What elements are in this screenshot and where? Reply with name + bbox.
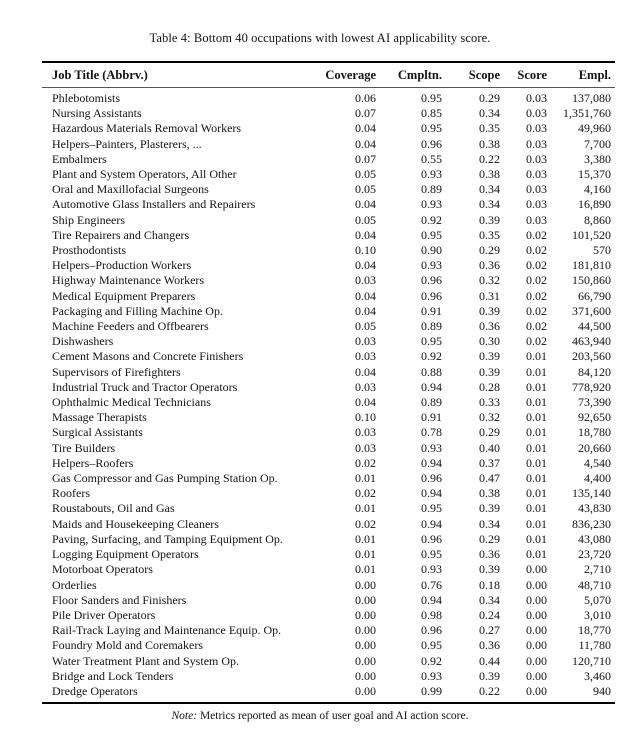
value-cell: 0.95 xyxy=(421,227,442,242)
table-row xyxy=(42,243,615,258)
job-title-cell: Maids and Housekeeping Cleaners xyxy=(52,516,219,531)
column-header: Coverage xyxy=(322,62,376,88)
column-header: Empl. xyxy=(547,62,615,88)
table-row xyxy=(42,182,615,197)
value-cell: 0.10 xyxy=(355,410,376,425)
value-cell: 0.01 xyxy=(526,471,547,486)
table-row xyxy=(42,365,615,380)
table-row xyxy=(42,197,615,212)
value-cell: 0.93 xyxy=(421,562,442,577)
value-cell: 0.92 xyxy=(421,349,442,364)
value-cell: 0.03 xyxy=(526,182,547,197)
value-cell: 0.29 xyxy=(479,91,500,105)
value-cell: 0.34 xyxy=(479,106,500,121)
value-cell: 0.03 xyxy=(526,91,547,105)
value-cell: 137,080 xyxy=(572,91,611,105)
value-cell: 0.28 xyxy=(479,379,500,394)
value-cell: 0.00 xyxy=(355,653,376,668)
table-row xyxy=(42,410,615,425)
value-cell: 0.02 xyxy=(526,243,547,258)
value-cell: 3,010 xyxy=(584,607,611,622)
value-cell: 0.00 xyxy=(355,623,376,638)
value-cell: 0.00 xyxy=(526,623,547,638)
table-row xyxy=(42,608,615,623)
value-cell: 0.03 xyxy=(526,167,547,182)
value-cell: 0.02 xyxy=(526,334,547,349)
value-cell: 0.02 xyxy=(526,258,547,273)
value-cell: 0.94 xyxy=(421,379,442,394)
value-cell: 0.30 xyxy=(479,334,500,349)
job-title-cell: Prosthodontists xyxy=(52,243,127,258)
value-cell: 0.02 xyxy=(526,303,547,318)
value-cell: 0.93 xyxy=(421,668,442,683)
value-cell: 43,080 xyxy=(578,531,611,546)
table-row xyxy=(42,167,615,182)
value-cell: 7,700 xyxy=(584,136,611,151)
value-cell: 203,560 xyxy=(572,349,611,364)
value-cell: 0.33 xyxy=(479,395,500,410)
value-cell: 0.01 xyxy=(526,501,547,516)
table-row xyxy=(42,137,615,152)
value-cell: 15,370 xyxy=(578,167,611,182)
table-body xyxy=(42,88,615,704)
value-cell: 84,120 xyxy=(578,364,611,379)
value-cell: 0.02 xyxy=(355,455,376,470)
value-cell: 0.39 xyxy=(479,562,500,577)
job-title-cell: Ophthalmic Medical Technicians xyxy=(52,395,211,410)
value-cell: 0.88 xyxy=(421,364,442,379)
value-cell: 0.04 xyxy=(355,258,376,273)
value-cell: 0.04 xyxy=(355,303,376,318)
value-cell: 0.38 xyxy=(479,136,500,151)
table-row xyxy=(42,289,615,304)
value-cell: 0.93 xyxy=(421,197,442,212)
value-cell: 18,770 xyxy=(578,623,611,638)
value-cell: 8,860 xyxy=(584,212,611,227)
value-cell: 0.39 xyxy=(479,212,500,227)
value-cell: 0.27 xyxy=(479,623,500,638)
table-row xyxy=(42,258,615,273)
value-cell: 371,600 xyxy=(572,303,611,318)
value-cell: 101,520 xyxy=(572,227,611,242)
job-title-cell: Industrial Truck and Tractor Operators xyxy=(52,379,238,394)
job-title-cell: Massage Therapists xyxy=(52,410,147,425)
value-cell: 0.01 xyxy=(355,471,376,486)
table-row xyxy=(42,213,615,228)
value-cell: 0.00 xyxy=(526,638,547,653)
job-title-cell: Highway Maintenance Workers xyxy=(52,273,205,288)
table-row xyxy=(42,669,615,684)
value-cell: 0.29 xyxy=(479,531,500,546)
job-title-cell: Bridge and Lock Tenders xyxy=(52,668,174,683)
value-cell: 0.96 xyxy=(421,288,442,303)
value-cell: 120,710 xyxy=(572,653,611,668)
value-cell: 0.38 xyxy=(479,486,500,501)
value-cell: 0.44 xyxy=(479,653,500,668)
value-cell: 0.34 xyxy=(479,182,500,197)
table-note xyxy=(0,709,640,723)
value-cell: 0.03 xyxy=(526,197,547,212)
job-title-cell: Logging Equipment Operators xyxy=(52,547,199,562)
value-cell: 0.35 xyxy=(479,227,500,242)
value-cell: 0.01 xyxy=(526,425,547,440)
value-cell: 0.39 xyxy=(479,668,500,683)
value-cell: 0.02 xyxy=(526,288,547,303)
value-cell: 0.07 xyxy=(355,151,376,166)
value-cell: 0.00 xyxy=(526,592,547,607)
job-title-cell: Floor Sanders and Finishers xyxy=(52,592,187,607)
table-row xyxy=(42,121,615,136)
value-cell: 0.37 xyxy=(479,455,500,470)
table-row xyxy=(42,395,615,410)
job-title-cell: Ship Engineers xyxy=(52,212,125,227)
table-row xyxy=(42,456,615,471)
table-row xyxy=(42,654,615,669)
value-cell: 0.93 xyxy=(421,440,442,455)
job-title-cell: Helpers–Production Workers xyxy=(52,258,192,273)
value-cell: 0.01 xyxy=(355,531,376,546)
value-cell: 0.03 xyxy=(355,425,376,440)
value-cell: 0.78 xyxy=(421,425,442,440)
value-cell: 23,720 xyxy=(578,547,611,562)
value-cell: 0.00 xyxy=(355,668,376,683)
value-cell: 43,830 xyxy=(578,501,611,516)
table-row xyxy=(42,304,615,319)
value-cell: 2,710 xyxy=(584,562,611,577)
value-cell: 0.07 xyxy=(355,106,376,121)
job-title-cell: Pile Driver Operators xyxy=(52,607,156,622)
job-title-cell: Water Treatment Plant and System Op. xyxy=(52,653,240,668)
value-cell: 0.39 xyxy=(479,303,500,318)
value-cell: 0.00 xyxy=(526,577,547,592)
value-cell: 0.01 xyxy=(526,395,547,410)
value-cell: 0.01 xyxy=(526,364,547,379)
value-cell: 4,540 xyxy=(584,455,611,470)
table-row xyxy=(42,319,615,334)
value-cell: 0.35 xyxy=(479,121,500,136)
value-cell: 0.29 xyxy=(479,243,500,258)
value-cell: 0.34 xyxy=(479,197,500,212)
value-cell: 570 xyxy=(593,243,611,258)
table-row xyxy=(42,486,615,501)
job-title-cell: Automotive Glass Installers and Repairers xyxy=(52,197,256,212)
value-cell: 181,810 xyxy=(572,258,611,273)
table-row xyxy=(42,88,615,107)
table-row xyxy=(42,623,615,638)
job-title-cell: Medical Equipment Preparers xyxy=(52,288,196,303)
value-cell: 0.99 xyxy=(421,683,442,698)
value-cell: 0.02 xyxy=(526,227,547,242)
value-cell: 0.04 xyxy=(355,364,376,379)
value-cell: 0.96 xyxy=(421,136,442,151)
value-cell: 0.94 xyxy=(421,486,442,501)
value-cell: 0.98 xyxy=(421,607,442,622)
value-cell: 0.89 xyxy=(421,319,442,334)
value-cell: 4,400 xyxy=(584,471,611,486)
value-cell: 3,460 xyxy=(584,668,611,683)
value-cell: 0.03 xyxy=(355,273,376,288)
value-cell: 0.94 xyxy=(421,592,442,607)
value-cell: 0.01 xyxy=(355,562,376,577)
table-row xyxy=(42,547,615,562)
value-cell: 0.03 xyxy=(355,440,376,455)
value-cell: 49,960 xyxy=(578,121,611,136)
table-row xyxy=(42,578,615,593)
value-cell: 0.02 xyxy=(355,516,376,531)
value-cell: 0.00 xyxy=(526,683,547,698)
value-cell: 0.36 xyxy=(479,319,500,334)
value-cell: 0.05 xyxy=(355,182,376,197)
job-title-cell: Paving, Surfacing, and Tamping Equipment Op. xyxy=(52,531,283,546)
value-cell: 44,500 xyxy=(578,319,611,334)
table-row xyxy=(42,638,615,653)
value-cell: 0.02 xyxy=(526,273,547,288)
value-cell: 0.29 xyxy=(479,425,500,440)
value-cell: 0.89 xyxy=(421,182,442,197)
note-label: Note: xyxy=(171,710,198,723)
value-cell: 0.39 xyxy=(479,364,500,379)
value-cell: 0.00 xyxy=(526,562,547,577)
job-title-cell: Orderlies xyxy=(52,577,97,592)
value-cell: 0.95 xyxy=(421,501,442,516)
value-cell: 0.04 xyxy=(355,197,376,212)
value-cell: 0.39 xyxy=(479,349,500,364)
value-cell: 0.04 xyxy=(355,136,376,151)
value-cell: 0.05 xyxy=(355,212,376,227)
value-cell: 0.94 xyxy=(421,516,442,531)
value-cell: 0.34 xyxy=(479,592,500,607)
table-header xyxy=(42,62,615,88)
table-row xyxy=(42,532,615,547)
header-row xyxy=(42,62,615,88)
value-cell: 5,070 xyxy=(584,592,611,607)
value-cell: 0.96 xyxy=(421,471,442,486)
value-cell: 0.03 xyxy=(355,349,376,364)
value-cell: 0.05 xyxy=(355,167,376,182)
value-cell: 0.93 xyxy=(421,167,442,182)
value-cell: 0.00 xyxy=(355,592,376,607)
value-cell: 0.92 xyxy=(421,212,442,227)
table-row xyxy=(42,334,615,349)
job-title-cell: Helpers–Roofers xyxy=(52,455,134,470)
job-title-cell: Nursing Assistants xyxy=(52,106,142,121)
value-cell: 0.01 xyxy=(526,349,547,364)
value-cell: 0.00 xyxy=(526,668,547,683)
value-cell: 0.32 xyxy=(479,273,500,288)
value-cell: 0.39 xyxy=(479,501,500,516)
value-cell: 0.03 xyxy=(526,136,547,151)
job-title-cell: Cement Masons and Concrete Finishers xyxy=(52,349,244,364)
job-title-cell: Roustabouts, Oil and Gas xyxy=(52,501,175,516)
value-cell: 0.95 xyxy=(421,334,442,349)
value-cell: 0.00 xyxy=(355,683,376,698)
occupations-table xyxy=(42,61,615,704)
value-cell: 0.10 xyxy=(355,243,376,258)
table-row xyxy=(42,684,615,703)
job-title-cell: Packaging and Filling Machine Op. xyxy=(52,303,223,318)
job-title-cell: Foundry Mold and Coremakers xyxy=(52,638,203,653)
value-cell: 0.55 xyxy=(421,151,442,166)
value-cell: 0.03 xyxy=(526,151,547,166)
value-cell: 0.47 xyxy=(479,471,500,486)
value-cell: 0.01 xyxy=(526,379,547,394)
table-row xyxy=(42,349,615,364)
value-cell: 150,860 xyxy=(572,273,611,288)
column-header: Score xyxy=(500,62,547,88)
value-cell: 0.31 xyxy=(479,288,500,303)
value-cell: 0.40 xyxy=(479,440,500,455)
job-title-cell: Supervisors of Firefighters xyxy=(52,364,181,379)
value-cell: 3,380 xyxy=(584,151,611,166)
value-cell: 0.18 xyxy=(479,577,500,592)
value-cell: 0.03 xyxy=(355,379,376,394)
value-cell: 1,351,760 xyxy=(563,106,611,121)
job-title-cell: Embalmers xyxy=(52,151,107,166)
value-cell: 0.76 xyxy=(421,577,442,592)
value-cell: 92,650 xyxy=(578,410,611,425)
value-cell: 0.96 xyxy=(421,623,442,638)
value-cell: 0.93 xyxy=(421,258,442,273)
value-cell: 0.03 xyxy=(526,212,547,227)
value-cell: 0.03 xyxy=(526,106,547,121)
value-cell: 0.95 xyxy=(421,91,442,105)
value-cell: 73,390 xyxy=(578,395,611,410)
job-title-cell: Plant and System Operators, All Other xyxy=(52,167,237,182)
value-cell: 0.92 xyxy=(421,653,442,668)
value-cell: 0.95 xyxy=(421,121,442,136)
table-row xyxy=(42,106,615,121)
value-cell: 48,710 xyxy=(578,577,611,592)
job-title-cell: Tire Builders xyxy=(52,440,116,455)
job-title-cell: Phlebotomists xyxy=(52,91,121,105)
value-cell: 0.95 xyxy=(421,638,442,653)
value-cell: 0.01 xyxy=(526,547,547,562)
table-row xyxy=(42,593,615,608)
value-cell: 0.85 xyxy=(421,106,442,121)
value-cell: 0.00 xyxy=(355,607,376,622)
value-cell: 836,230 xyxy=(572,516,611,531)
table-row xyxy=(42,228,615,243)
value-cell: 0.00 xyxy=(355,577,376,592)
column-header: Cmpltn. xyxy=(376,62,442,88)
value-cell: 0.01 xyxy=(526,455,547,470)
column-header: Job Title (Abbrv.) xyxy=(42,62,322,88)
job-title-cell: Machine Feeders and Offbearers xyxy=(52,319,209,334)
job-title-cell: Helpers–Painters, Plasterers, ... xyxy=(52,136,202,151)
value-cell: 0.36 xyxy=(479,638,500,653)
value-cell: 0.01 xyxy=(526,410,547,425)
job-title-cell: Dredge Operators xyxy=(52,683,138,698)
table-row xyxy=(42,152,615,167)
value-cell: 0.01 xyxy=(526,486,547,501)
job-title-cell: Surgical Assistants xyxy=(52,425,143,440)
value-cell: 0.04 xyxy=(355,395,376,410)
table-row xyxy=(42,471,615,486)
value-cell: 0.90 xyxy=(421,243,442,258)
value-cell: 0.94 xyxy=(421,455,442,470)
value-cell: 0.00 xyxy=(355,638,376,653)
job-title-cell: Oral and Maxillofacial Surgeons xyxy=(52,182,209,197)
value-cell: 16,890 xyxy=(578,197,611,212)
value-cell: 0.22 xyxy=(479,683,500,698)
value-cell: 0.24 xyxy=(479,607,500,622)
value-cell: 0.03 xyxy=(526,121,547,136)
table-row xyxy=(42,501,615,516)
value-cell: 0.32 xyxy=(479,410,500,425)
value-cell: 0.02 xyxy=(355,486,376,501)
value-cell: 0.04 xyxy=(355,121,376,136)
value-cell: 18,780 xyxy=(578,425,611,440)
value-cell: 0.01 xyxy=(526,440,547,455)
value-cell: 0.06 xyxy=(355,91,376,105)
value-cell: 0.05 xyxy=(355,319,376,334)
value-cell: 0.96 xyxy=(421,531,442,546)
value-cell: 0.00 xyxy=(526,653,547,668)
value-cell: 0.01 xyxy=(355,547,376,562)
value-cell: 0.36 xyxy=(479,547,500,562)
value-cell: 4,160 xyxy=(584,182,611,197)
table-row xyxy=(42,273,615,288)
value-cell: 0.91 xyxy=(421,303,442,318)
value-cell: 0.38 xyxy=(479,167,500,182)
value-cell: 0.91 xyxy=(421,410,442,425)
value-cell: 0.01 xyxy=(355,501,376,516)
job-title-cell: Hazardous Materials Removal Workers xyxy=(52,121,242,136)
value-cell: 20,660 xyxy=(578,440,611,455)
value-cell: 135,140 xyxy=(572,486,611,501)
job-title-cell: Motorboat Operators xyxy=(52,562,153,577)
table-caption: Table 4: Bottom 40 occupations with lowest AI applicability score. xyxy=(149,31,491,45)
table-row xyxy=(42,441,615,456)
value-cell: 0.01 xyxy=(526,516,547,531)
value-cell: 0.95 xyxy=(421,547,442,562)
value-cell: 778,920 xyxy=(572,379,611,394)
value-cell: 66,790 xyxy=(578,288,611,303)
job-title-cell: Roofers xyxy=(52,486,90,501)
note-text: Metrics reported as mean of user goal and AI action score. xyxy=(197,710,469,723)
table-row xyxy=(42,425,615,440)
column-header: Scope xyxy=(442,62,500,88)
value-cell: 0.34 xyxy=(479,516,500,531)
job-title-cell: Rail-Track Laying and Maintenance Equip. Op. xyxy=(52,623,282,638)
value-cell: 940 xyxy=(593,683,611,698)
value-cell: 11,780 xyxy=(578,638,611,653)
value-cell: 0.96 xyxy=(421,273,442,288)
value-cell: 0.04 xyxy=(355,288,376,303)
table-row xyxy=(42,517,615,532)
value-cell: 463,940 xyxy=(572,334,611,349)
value-cell: 0.04 xyxy=(355,227,376,242)
value-cell: 0.00 xyxy=(526,607,547,622)
value-cell: 0.89 xyxy=(421,395,442,410)
table-row xyxy=(42,562,615,577)
value-cell: 0.01 xyxy=(526,531,547,546)
value-cell: 0.22 xyxy=(479,151,500,166)
job-title-cell: Tire Repairers and Changers xyxy=(52,227,190,242)
value-cell: 0.02 xyxy=(526,319,547,334)
job-title-cell: Dishwashers xyxy=(52,334,114,349)
value-cell: 0.36 xyxy=(479,258,500,273)
value-cell: 0.03 xyxy=(355,334,376,349)
job-title-cell: Gas Compressor and Gas Pumping Station Op. xyxy=(52,471,278,486)
table-row xyxy=(42,380,615,395)
